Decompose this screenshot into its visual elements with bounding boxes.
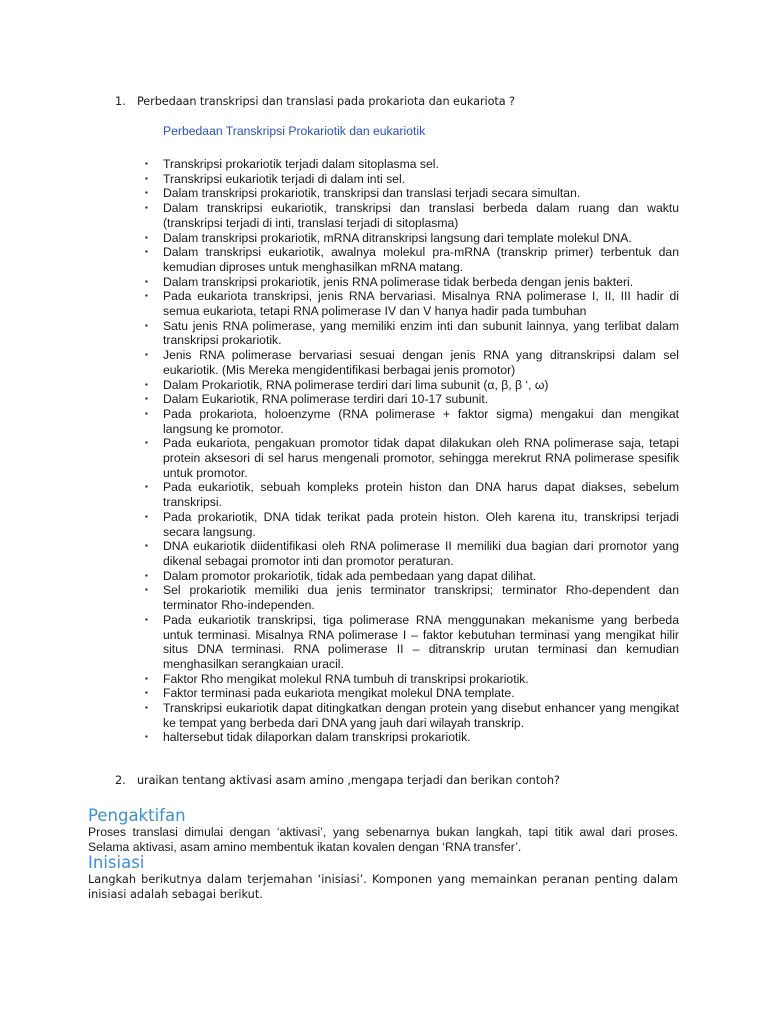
bullet-item [145,392,679,407]
bullet-text: Faktor terminasi pada eukariota mengikat molekul DNA template. [163,686,515,701]
bullet-text: Dalam transkripsi eukariotik, awalnya molekul pra-mRNA (transkrip primer) terbentuk dan kemudian diproses untuk menghasilkan mRNA matang. [163,245,679,274]
bullet-marker-icon: ▪ [145,203,148,213]
bullet-marker-icon: ▪ [145,173,148,183]
bullet-item [145,348,679,377]
bullet-text: Dalam Eukariotik, RNA polimerase terdiri dari 10-17 subunit. [163,392,489,407]
section-inisiasi-heading: Inisiasi [88,853,145,872]
bullet-marker-icon: ▪ [145,703,148,713]
bullet-item [145,510,679,539]
bullet-marker-icon: ▪ [145,320,148,330]
bullet-marker-icon: ▪ [145,276,148,286]
bullet-item [145,672,679,687]
section-pengaktifan-body: Proses translasi dimulai dengan ‘aktivasi’, yang sebenarnya bukan langkah, tapi titik awal dari proses. Selama aktivasi, asam amino membentuk ikatan kovalen dengan ‘RNA transfer’. [88,825,678,854]
bullet-item [145,539,679,568]
bullet-marker-icon: ▪ [145,247,148,257]
bullet-marker-icon: ▪ [145,511,148,521]
bullet-text: Transkripsi eukariotik dapat ditingkatkan dengan protein yang disebut enhancer yang mengikat ke tempat yang berbeda dari DNA yang jauh dari wilayah transkrip. [163,701,679,730]
bullet-text: Transkripsi prokariotik terjadi dalam sitoplasma sel. [163,157,439,171]
bullet-text: DNA eukariotik diidentifikasi oleh RNA polimerase II memiliki dua bagian dari promotor yang dikenal sebagai promotor inti dan promotor peraturan. [163,539,679,568]
bullet-text: haltersebut tidak dilaporkan dalam transkripsi prokariotik. [163,730,471,745]
bullet-marker-icon: ▪ [145,482,148,492]
bullet-text: Pada eukariota transkripsi, jenis RNA bervariasi. Misalnya RNA polimerase I, II, III hadir di semua eukariota, tetapi RNA polimerase IV dan V hanya hadir pada tumbuhan [163,289,679,319]
question-2-number: 2. [115,774,126,787]
bullet-marker-icon: ▪ [145,732,148,742]
bullet-item [145,569,679,584]
bullet-marker-icon: ▪ [145,408,148,418]
bullet-text: Pada prokariota, holoenzyme (RNA polimerase + faktor sigma) mengakui dan mengikat langsung ke promotor. [163,406,679,436]
bullet-item [145,378,679,393]
bullet-item [145,480,679,509]
bullet-text: Dalam promotor prokariotik, tidak ada pembedaan yang dapat dilihat. [163,568,537,583]
bullet-marker-icon: ▪ [145,350,148,360]
bullet-item [145,275,679,290]
bullet-text: Transkripsi eukariotik terjadi di dalam inti sel. [163,171,406,186]
bullet-item [145,407,679,436]
bullet-item [145,245,679,274]
bullet-text: Sel prokariotik memiliki dua jenis terminator transkripsi; terminator Rho-dependent dan terminator Rho-independen. [163,583,679,613]
bullet-marker-icon: ▪ [145,614,148,624]
bullet-text: Jenis RNA polimerase bervariasi sesuai dengan jenis RNA yang ditranskripsi dalam sel eukariotik. (Mis Mereka mengidentifikasi berbagai jenis promotor) [163,348,679,377]
bullet-marker-icon: ▪ [145,159,148,168]
subtitle-transkripsi: Perbedaan Transkripsi Prokariotik dan eukariotik [163,124,426,138]
bullet-item [145,319,679,348]
bullet-marker-icon: ▪ [145,291,148,301]
bullet-text: Dalam transkripsi prokariotik, mRNA ditranskripsi langsung dari template molekul DNA. [163,230,632,245]
bullet-text: Dalam Prokariotik, RNA polimerase terdiri dari lima subunit (α, β, β ‘, ω) [163,377,549,392]
bullet-list [145,157,679,745]
section-inisiasi-body: Langkah berikutnya dalam terjemahan ‘inisiasi’. Komponen yang memainkan peranan penting dalam inisiasi adalah sebagai berikut. [88,873,678,901]
bullet-item [145,686,679,701]
bullet-item [145,201,679,230]
bullet-text: Pada eukariotik, sebuah kompleks protein histon dan DNA harus dapat diakses, sebelum transkripsi. [163,480,679,510]
bullet-item [145,186,679,201]
bullet-text: Dalam transkripsi eukariotik, transkripsi dan translasi berbeda dalam ruang dan waktu (transkripsi terjadi di inti, translasi terjadi di sitoplasma) [163,201,679,230]
bullet-item [145,172,679,187]
question-1-text: Perbedaan transkripsi dan translasi pada prokariota dan eukariota ? [137,95,515,108]
bullet-marker-icon: ▪ [145,585,148,595]
question-2 [115,774,560,787]
bullet-marker-icon: ▪ [145,570,148,580]
bullet-marker-icon: ▪ [145,541,148,551]
question-1-number: 1. [115,95,126,108]
section-pengaktifan [88,806,678,855]
bullet-text: Pada eukariotik transkripsi, tiga polimerase RNA menggunakan mekanisme yang berbeda untuk terminasi. Misalnya RNA polimerase I – faktor kebutuhan terminasi yang mengikat hilir situs DNA terminasi. RNA polimerase II – ditranskrip urutan terminasi dan kemudian menghasilkan serangkaian uracil. [163,612,679,671]
bullet-item [145,289,679,318]
bullet-item [145,436,679,480]
bullet-marker-icon: ▪ [145,688,148,698]
bullet-item [145,157,679,172]
bullet-item [145,613,679,672]
question-1 [115,95,515,108]
question-2-text: uraikan tentang aktivasi asam amino ,mengapa terjadi dan berikan contoh? [137,774,560,787]
bullet-item [145,583,679,612]
bullet-marker-icon: ▪ [145,673,148,683]
bullet-item [145,231,679,246]
bullet-marker-icon: ▪ [145,188,148,198]
section-inisiasi [88,853,678,902]
bullet-marker-icon: ▪ [145,394,148,404]
section-pengaktifan-heading: Pengaktifan [88,806,186,825]
bullet-marker-icon: ▪ [145,438,148,448]
bullet-marker-icon: ▪ [145,379,148,389]
bullet-item [145,730,679,745]
bullet-item [145,701,679,730]
bullet-text: Faktor Rho mengikat molekul RNA tumbuh di transkripsi prokariotik. [163,671,529,686]
bullet-text: Pada eukariota, pengakuan promotor tidak dapat dilakukan oleh RNA polimerase saja, tetapi protein aksesori di sel harus mengenali promotor, sehingga merekrut RNA polimerase spesifik untuk promotor. [163,436,679,480]
bullet-marker-icon: ▪ [145,232,148,242]
bullet-text: Dalam transkripsi prokariotik, transkripsi dan translasi terjadi secara simultan. [163,186,581,201]
bullet-text: Dalam transkripsi prokariotik, jenis RNA polimerase tidak berbeda dengan jenis bakteri. [163,274,634,289]
bullet-text: Satu jenis RNA polimerase, yang memiliki enzim inti dan subunit lainnya, yang terlibat dalam transkripsi prokariotik. [163,318,679,348]
bullet-text: Pada prokariotik, DNA tidak terikat pada protein histon. Oleh karena itu, transkripsi terjadi secara langsung. [163,509,679,539]
